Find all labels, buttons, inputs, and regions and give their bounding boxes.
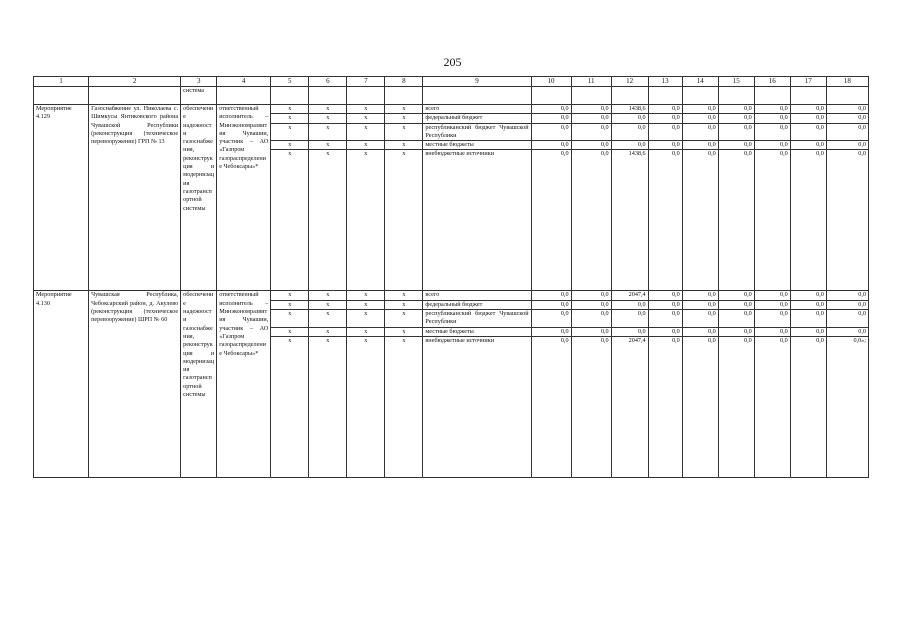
continuation-text: система: [181, 87, 217, 105]
amount-cell: 0,0: [718, 327, 754, 336]
column-number: 3: [181, 77, 217, 87]
amount-cell: 0,0: [826, 114, 868, 123]
column-number: 18: [826, 77, 868, 87]
indicator-cell: x: [347, 105, 385, 114]
amount-cell: 0,0: [754, 336, 790, 477]
amount-cell: 0,0: [826, 105, 868, 114]
indicator-cell: x: [309, 150, 347, 291]
indicator-cell: x: [385, 300, 423, 309]
indicator-cell: x: [347, 327, 385, 336]
indicator-cell: x: [347, 141, 385, 150]
amount-cell: 0,0: [531, 114, 571, 123]
indicator-cell: x: [271, 300, 309, 309]
amount-cell: 0,0: [571, 300, 611, 309]
amount-cell: 0,0: [531, 105, 571, 114]
amount-cell: 0,0: [826, 310, 868, 328]
amount-cell: 0,0: [611, 114, 648, 123]
funding-source: местные бюджеты: [423, 141, 531, 150]
indicator-cell: x: [309, 310, 347, 328]
indicator-cell: x: [385, 327, 423, 336]
amount-cell: 0,0: [790, 141, 826, 150]
indicator-cell: x: [309, 141, 347, 150]
amount-cell: 0,0: [754, 291, 790, 300]
measure-executor: ответственный исполнитель – Минэкономразвития Чувашии, участник – АО «Газпром газораспределение Чебоксары»*: [217, 105, 271, 291]
funding-source: местные бюджеты: [423, 327, 531, 336]
amount-cell: 0,0: [826, 150, 868, 291]
indicator-cell: x: [385, 105, 423, 114]
amount-cell: 0,0: [531, 327, 571, 336]
amount-cell: 0,0: [648, 327, 682, 336]
amount-cell: 0,0: [648, 310, 682, 328]
indicator-cell: x: [271, 336, 309, 477]
column-number: 9: [423, 77, 531, 87]
amount-cell: 0,0: [571, 150, 611, 291]
indicator-cell: x: [347, 150, 385, 291]
funding-row: [34, 105, 869, 114]
amount-cell: 0,0: [571, 310, 611, 328]
amount-cell: 2047,4: [611, 291, 648, 300]
indicator-cell: x: [271, 114, 309, 123]
amount-cell: 0,0: [826, 123, 868, 141]
amount-cell: 1438,6: [611, 105, 648, 114]
indicator-cell: x: [347, 114, 385, 123]
measure-goal: обеспечение надежности газоснабжения, реконструкция и модернизация газотранспортной системы: [181, 105, 217, 291]
amount-cell: 1438,6: [611, 150, 648, 291]
column-number-row: [34, 77, 869, 87]
indicator-cell: x: [309, 114, 347, 123]
column-number: 11: [571, 77, 611, 87]
column-number: 15: [718, 77, 754, 87]
amount-cell: 0,0: [790, 150, 826, 291]
indicator-cell: x: [385, 114, 423, 123]
indicator-cell: x: [385, 291, 423, 300]
amount-cell: 0,0: [754, 123, 790, 141]
amount-cell: 0,0: [754, 300, 790, 309]
indicator-cell: x: [271, 105, 309, 114]
amount-cell: 0,0: [790, 300, 826, 309]
amount-cell: 0,0: [718, 114, 754, 123]
indicator-cell: x: [347, 291, 385, 300]
measure-id: Мероприятие 4.130: [34, 291, 89, 477]
amount-cell: 0,0: [682, 291, 718, 300]
amount-cell: 0,0: [826, 300, 868, 309]
amount-cell: 0,0: [611, 310, 648, 328]
amount-cell: 0,0: [611, 300, 648, 309]
amount-cell: 0,0: [648, 123, 682, 141]
indicator-cell: x: [309, 327, 347, 336]
amount-cell: 0,0: [790, 291, 826, 300]
indicator-cell: x: [309, 123, 347, 141]
column-number: 14: [682, 77, 718, 87]
indicator-cell: x: [347, 336, 385, 477]
column-number: 17: [790, 77, 826, 87]
column-number: 6: [309, 77, 347, 87]
column-number: 4: [217, 77, 271, 87]
funding-row: [34, 291, 869, 300]
amount-cell: 0,0: [790, 123, 826, 141]
amount-cell: 0,0: [718, 123, 754, 141]
amount-cell: 0,0: [611, 327, 648, 336]
indicator-cell: x: [309, 291, 347, 300]
amount-cell: 0,0: [790, 336, 826, 477]
indicator-cell: x: [347, 300, 385, 309]
amount-cell: 0,0: [571, 114, 611, 123]
indicator-cell: x: [385, 123, 423, 141]
amount-cell: 0,0: [648, 300, 682, 309]
amount-cell: 0,0: [826, 291, 868, 300]
column-number: 16: [754, 77, 790, 87]
indicator-cell: x: [385, 336, 423, 477]
amount-cell: 0,0: [718, 300, 754, 309]
column-number: 1: [34, 77, 89, 87]
amount-cell: 0,0: [571, 123, 611, 141]
amount-cell: 0,0: [682, 327, 718, 336]
column-number: 12: [611, 77, 648, 87]
indicator-cell: x: [385, 150, 423, 291]
amount-cell: 0,0: [718, 150, 754, 291]
amount-cell: 0,0: [648, 336, 682, 477]
column-number: 13: [648, 77, 682, 87]
amount-cell: 0,0: [682, 336, 718, 477]
amount-cell: 0,0: [611, 123, 648, 141]
amount-cell: 0,0: [571, 141, 611, 150]
amount-cell: 0,0: [648, 141, 682, 150]
indicator-cell: x: [309, 336, 347, 477]
amount-cell: 0,0: [531, 310, 571, 328]
indicator-cell: x: [271, 141, 309, 150]
amount-cell: 0,0: [531, 150, 571, 291]
amount-cell: 0,0: [826, 327, 868, 336]
amount-cell: 0,0: [790, 105, 826, 114]
amount-cell: 0,0: [682, 123, 718, 141]
amount-cell: 0,0: [682, 300, 718, 309]
indicator-cell: x: [271, 327, 309, 336]
measure-name: Газоснабжение ул. Николаева с. Шимкусы Янтиковского района Чувашской Республики (реконструкция (техническое перевооружение) ГРП № 13: [89, 105, 181, 291]
amount-cell: 0,0: [682, 105, 718, 114]
amount-cell: 0,0: [571, 327, 611, 336]
amount-cell: 0,0: [648, 105, 682, 114]
funding-source: республиканский бюджет Чувашской Республики: [423, 123, 531, 141]
amount-cell: 0,0: [754, 105, 790, 114]
funding-source: всего: [423, 105, 531, 114]
amount-cell: 0,0: [754, 114, 790, 123]
indicator-cell: x: [271, 310, 309, 328]
amount-cell: 0,0: [718, 336, 754, 477]
amount-cell: 0,0: [648, 291, 682, 300]
amount-cell: 0,0: [648, 114, 682, 123]
amount-cell: 0,0: [611, 141, 648, 150]
amount-cell: 0,0: [531, 291, 571, 300]
amount-cell: 0,0: [718, 105, 754, 114]
amount-cell: 0,0: [826, 141, 868, 150]
page-number: 205: [443, 55, 462, 69]
funding-source: федеральный бюджет: [423, 114, 531, 123]
indicator-cell: x: [385, 141, 423, 150]
amount-cell: 0,0: [718, 291, 754, 300]
indicator-cell: x: [271, 123, 309, 141]
amount-cell: 0,0: [531, 123, 571, 141]
column-number: 10: [531, 77, 571, 87]
amount-cell: 0,0: [682, 310, 718, 328]
amount-cell: 0,0»;: [826, 336, 868, 477]
amount-cell: 0,0: [718, 310, 754, 328]
amount-cell: 0,0: [754, 327, 790, 336]
indicator-cell: x: [309, 105, 347, 114]
indicator-cell: x: [347, 123, 385, 141]
amount-cell: 0,0: [790, 114, 826, 123]
measure-name: Чувашская Республика, Чебоксарский район, д. Акулево (реконструкция (техническое перевооружение) ШРП № 60: [89, 291, 181, 477]
indicator-cell: x: [271, 150, 309, 291]
indicator-cell: x: [309, 300, 347, 309]
continuation-row: [34, 87, 869, 105]
column-number: 8: [385, 77, 423, 87]
amount-cell: 0,0: [648, 150, 682, 291]
funding-source: федеральный бюджет: [423, 300, 531, 309]
amount-cell: 0,0: [682, 114, 718, 123]
column-number: 2: [89, 77, 181, 87]
amount-cell: 2047,4: [611, 336, 648, 477]
funding-source: внебюджетные источники: [423, 150, 531, 291]
amount-cell: 0,0: [790, 310, 826, 328]
indicator-cell: x: [347, 310, 385, 328]
amount-cell: 0,0: [754, 310, 790, 328]
amount-cell: 0,0: [571, 291, 611, 300]
column-number: 7: [347, 77, 385, 87]
amount-cell: 0,0: [571, 336, 611, 477]
amount-cell: 0,0: [531, 336, 571, 477]
column-number: 5: [271, 77, 309, 87]
funding-source: внебюджетные источники: [423, 336, 531, 477]
measure-executor: ответственный исполнитель – Минэкономразвития Чувашии, участник – АО «Газпром газораспределение Чебоксары»*: [217, 291, 271, 477]
amount-cell: 0,0: [682, 141, 718, 150]
amount-cell: 0,0: [718, 141, 754, 150]
indicator-cell: x: [385, 310, 423, 328]
program-table: [33, 76, 869, 478]
amount-cell: 0,0: [531, 141, 571, 150]
amount-cell: 0,0: [790, 327, 826, 336]
measure-id: Мероприятие 4.129: [34, 105, 89, 291]
measure-goal: обеспечение надежности газоснабжения, реконструкция и модернизация газотранспортной системы: [181, 291, 217, 477]
funding-source: республиканский бюджет Чувашской Республики: [423, 310, 531, 328]
amount-cell: 0,0: [754, 141, 790, 150]
amount-cell: 0,0: [682, 150, 718, 291]
funding-source: всего: [423, 291, 531, 300]
amount-cell: 0,0: [571, 105, 611, 114]
amount-cell: 0,0: [531, 300, 571, 309]
amount-cell: 0,0: [754, 150, 790, 291]
indicator-cell: x: [271, 291, 309, 300]
